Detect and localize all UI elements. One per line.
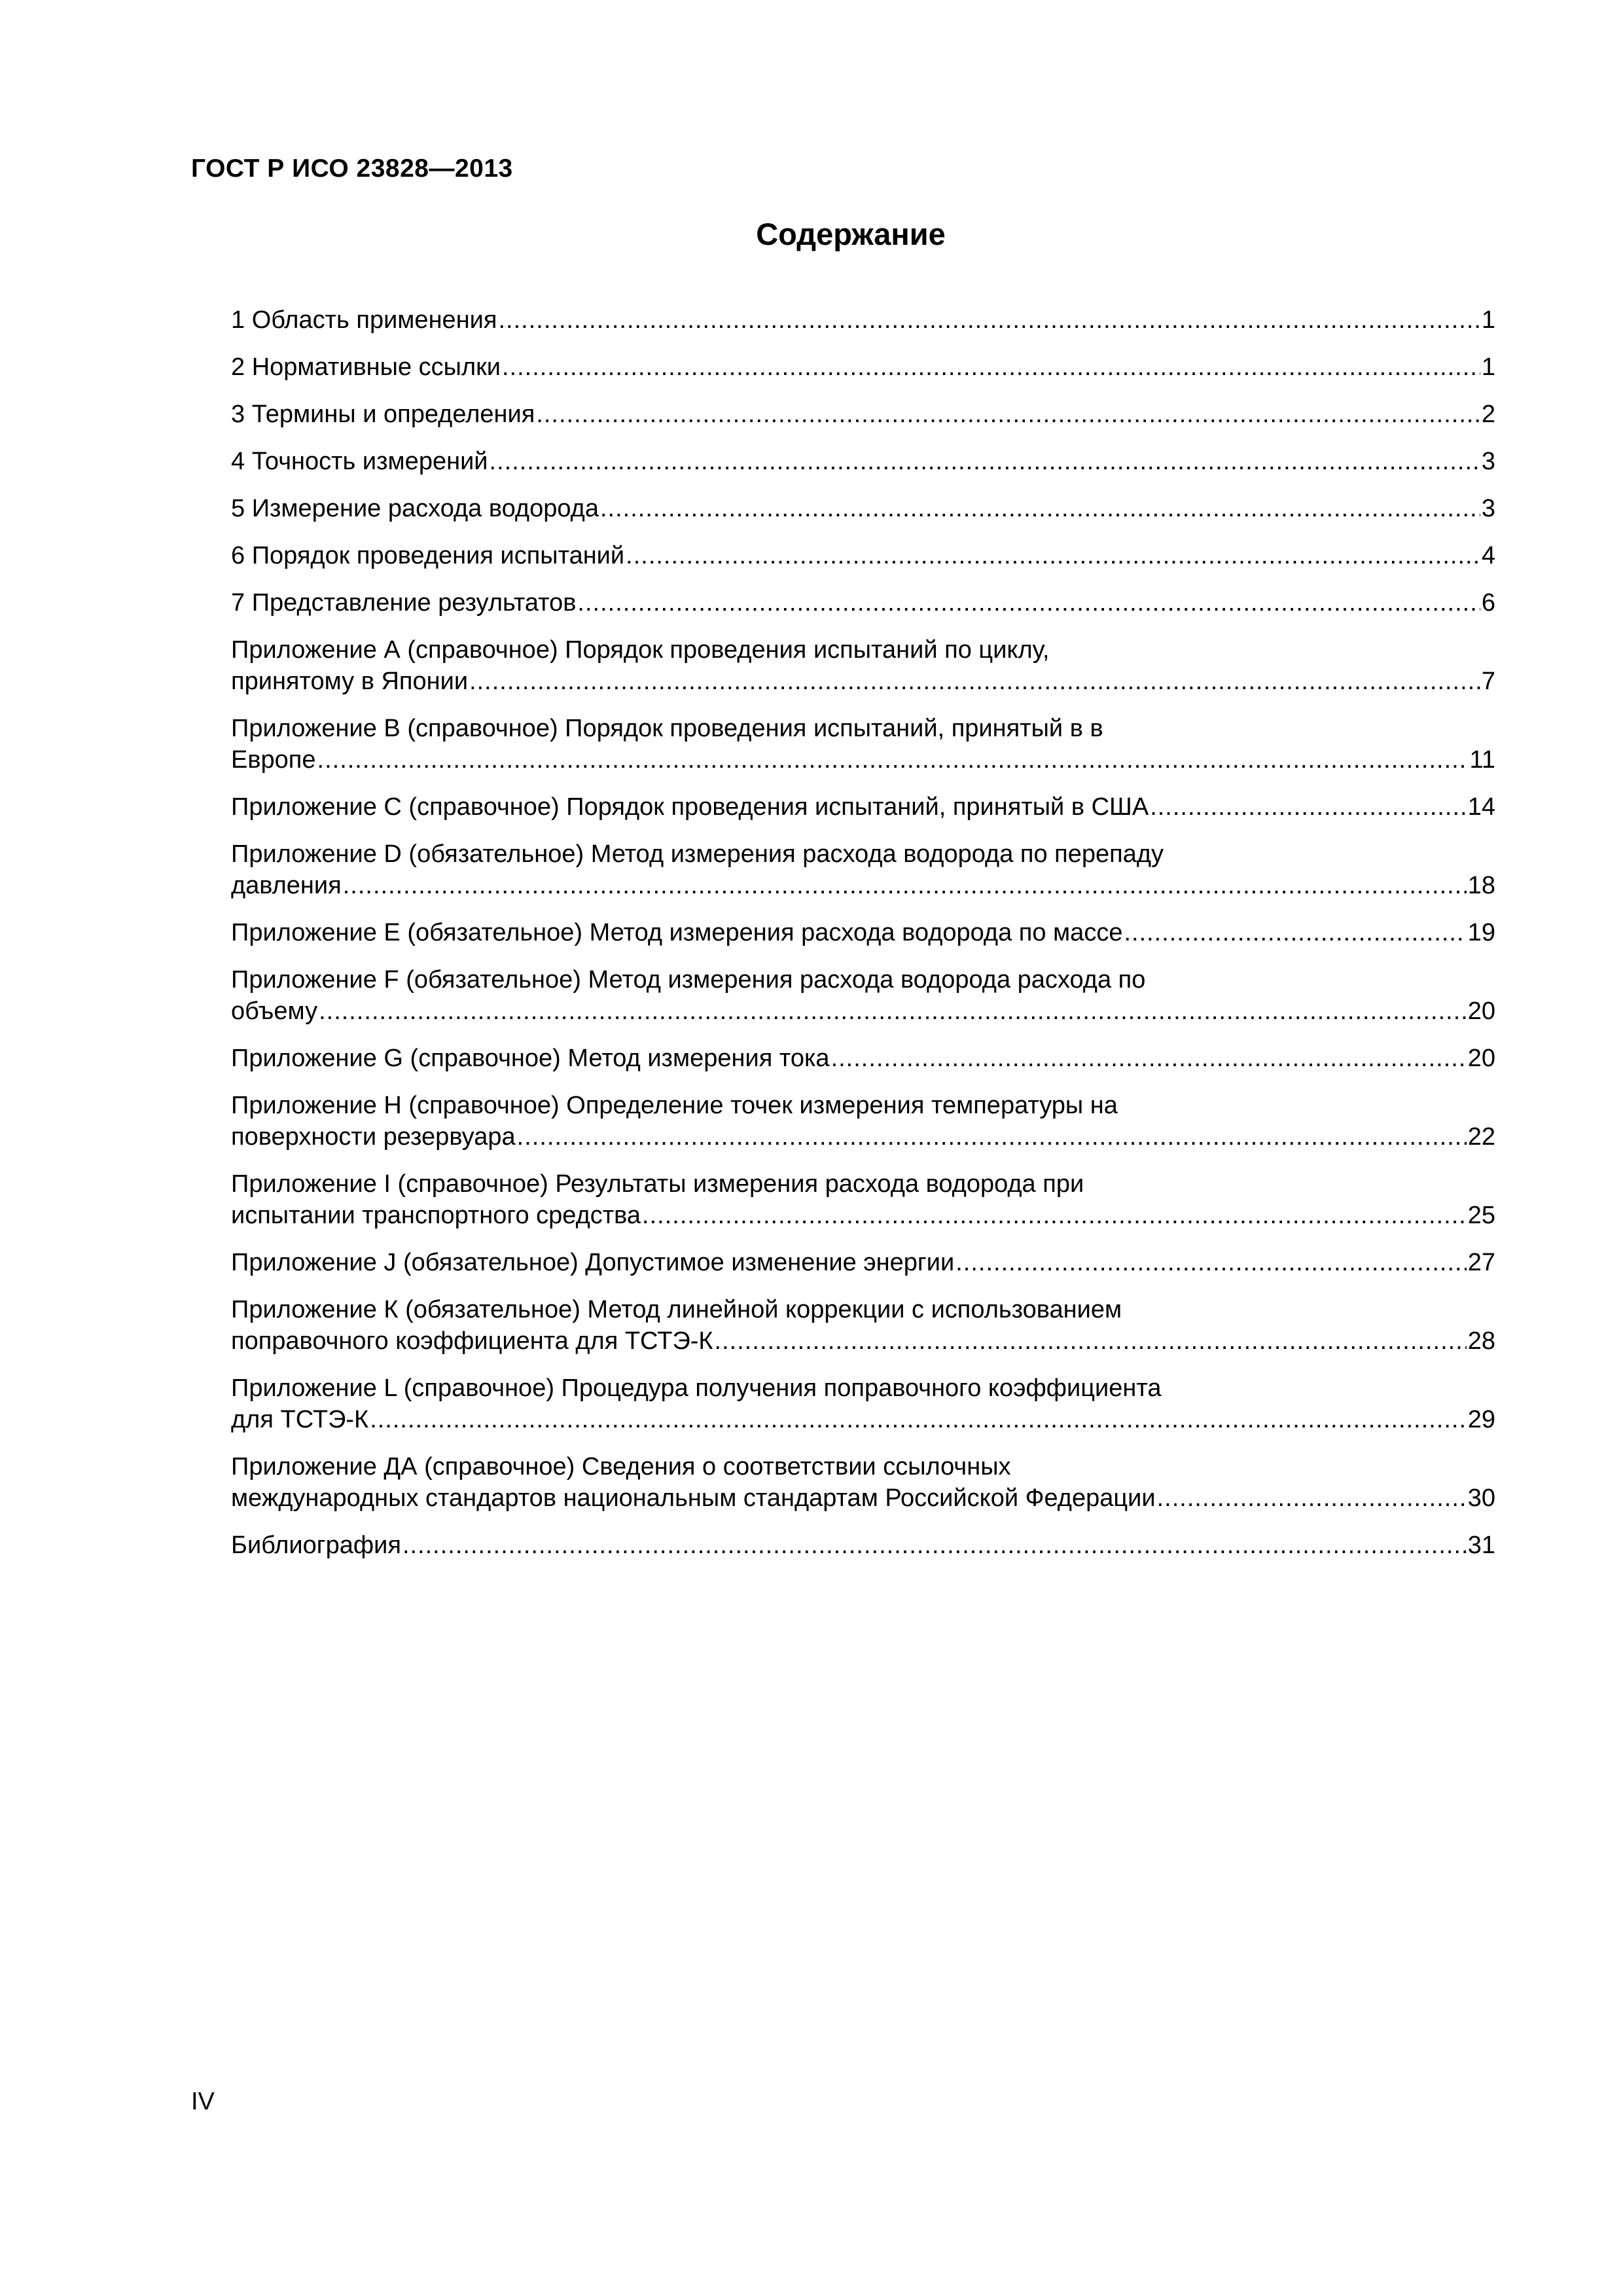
toc-entry[interactable] <box>231 1294 1495 1357</box>
dot-leader <box>642 1200 1467 1231</box>
toc-entry-text: 7 Представление результатов <box>231 589 577 617</box>
toc-entry-text: 4 Точность измерений <box>231 448 488 475</box>
dot-leader <box>502 351 1480 383</box>
toc-title: Содержание <box>756 217 946 251</box>
toc-page-number: 2 <box>1481 401 1495 428</box>
toc-entry[interactable] <box>231 1451 1495 1514</box>
toc-entry-text: Приложение F (обязательное) Метод измерения расхода водорода расхода по <box>231 966 1146 994</box>
toc-page-number: 6 <box>1481 589 1495 617</box>
toc-entry[interactable] <box>231 304 1495 336</box>
toc-page-number: 18 <box>1467 872 1495 899</box>
toc-entry-text: международных стандартов национальным стандартам Российской Федерации <box>231 1484 1156 1512</box>
dot-leader <box>577 587 1480 619</box>
dot-leader <box>317 744 1469 776</box>
toc-entry[interactable] <box>231 634 1495 697</box>
toc-entry-text: 2 Нормативные ссылки <box>231 353 501 381</box>
dot-leader <box>343 870 1467 901</box>
page-number: IV <box>191 2088 215 2115</box>
toc-entry[interactable] <box>231 1247 1495 1278</box>
table-of-contents <box>231 304 1495 1577</box>
toc-entry[interactable] <box>231 399 1495 430</box>
dot-leader <box>626 540 1480 571</box>
toc-page-number: 3 <box>1481 448 1495 475</box>
toc-page-number: 1 <box>1481 353 1495 381</box>
dot-leader <box>370 1404 1467 1435</box>
dot-leader <box>469 666 1480 697</box>
toc-page-number: 14 <box>1467 793 1495 821</box>
toc-entry[interactable] <box>231 917 1495 948</box>
toc-entry-text: Приложение I (справочное) Результаты измерения расхода водорода при <box>231 1170 1084 1198</box>
toc-entry[interactable] <box>231 713 1495 776</box>
toc-entry[interactable] <box>231 1043 1495 1074</box>
toc-entry-text: Приложение Е (обязательное) Метод измерения расхода водорода по массе <box>231 919 1123 946</box>
toc-entry-text: Приложение С (справочное) Порядок проведения испытаний, принятый в США <box>231 793 1149 821</box>
toc-entry[interactable] <box>231 1168 1495 1231</box>
toc-page-number: 3 <box>1481 495 1495 522</box>
toc-entry-text: для ТСТЭ-К <box>231 1406 369 1433</box>
toc-entry-text: Приложение G (справочное) Метод измерения тока <box>231 1045 830 1072</box>
dot-leader <box>1124 917 1466 948</box>
toc-entry-text: Приложение К (обязательное) Метод линейной коррекции с использованием <box>231 1296 1122 1323</box>
toc-page-number: 7 <box>1481 668 1495 695</box>
toc-entry-text: Библиография <box>231 1532 401 1559</box>
toc-entry[interactable] <box>231 351 1495 383</box>
toc-page-number: 28 <box>1467 1327 1495 1355</box>
toc-entry[interactable] <box>231 446 1495 477</box>
toc-entry-text: 3 Термины и определения <box>231 401 535 428</box>
toc-page-number: 25 <box>1467 1202 1495 1229</box>
dot-leader <box>600 493 1480 524</box>
toc-entry-text: Приложение ДА (справочное) Сведения о соответствии ссылочных <box>231 1453 1011 1480</box>
dot-leader <box>517 1121 1467 1153</box>
dot-leader <box>319 996 1467 1027</box>
toc-entry-text: Приложение J (обязательное) Допустимое изменение энергии <box>231 1249 955 1276</box>
dot-leader <box>715 1325 1467 1357</box>
toc-entry-text: 1 Область применения <box>231 306 497 334</box>
toc-page-number: 20 <box>1467 997 1495 1025</box>
toc-entry[interactable] <box>231 540 1495 571</box>
toc-page-number: 4 <box>1481 542 1495 569</box>
toc-entry-text: принятому в Японии <box>231 668 469 695</box>
toc-entry[interactable] <box>231 493 1495 524</box>
toc-entry-text: давления <box>231 872 342 899</box>
toc-entry[interactable] <box>231 1530 1495 1561</box>
dot-leader <box>498 304 1480 336</box>
toc-entry[interactable] <box>231 1372 1495 1435</box>
toc-page-number: 1 <box>1481 306 1495 334</box>
dot-leader <box>1157 1482 1467 1514</box>
dot-leader <box>831 1043 1467 1074</box>
toc-page-number: 22 <box>1467 1123 1495 1151</box>
toc-entry-text: Приложение А (справочное) Порядок проведения испытаний по циклу, <box>231 636 1050 664</box>
toc-entry[interactable] <box>231 964 1495 1027</box>
toc-page-number: 30 <box>1467 1484 1495 1512</box>
toc-entry[interactable] <box>231 587 1495 619</box>
toc-entry-text: объему <box>231 997 318 1025</box>
dot-leader <box>1150 791 1467 823</box>
toc-page-number: 27 <box>1467 1249 1495 1276</box>
document-header: ГОСТ Р ИСО 23828—2013 <box>191 154 513 183</box>
dot-leader <box>536 399 1480 430</box>
dot-leader <box>402 1530 1467 1561</box>
toc-entry-text: Приложение L (справочное) Процедура получения поправочного коэффициента <box>231 1374 1162 1402</box>
toc-entry[interactable] <box>231 838 1495 901</box>
toc-page-number: 19 <box>1467 919 1495 946</box>
toc-entry-text: 5 Измерение расхода водорода <box>231 495 599 522</box>
toc-entry-text: поправочного коэффициента для ТСТЭ-К <box>231 1327 713 1355</box>
toc-entry-text: испытании транспортного средства <box>231 1202 641 1229</box>
toc-entry[interactable] <box>231 1090 1495 1153</box>
dot-leader <box>490 446 1480 477</box>
toc-page-number: 31 <box>1467 1532 1495 1559</box>
toc-page-number: 11 <box>1469 746 1495 774</box>
toc-entry-text: Европе <box>231 746 316 774</box>
toc-entry[interactable] <box>231 791 1495 823</box>
toc-entry-text: Приложение Н (справочное) Определение точек измерения температуры на <box>231 1092 1118 1119</box>
toc-entry-text: Приложение D (обязательное) Метод измерения расхода водорода по перепаду <box>231 840 1164 868</box>
dot-leader <box>955 1247 1467 1278</box>
toc-entry-text: Приложение В (справочное) Порядок проведения испытаний, принятый в в <box>231 715 1103 742</box>
toc-page-number: 20 <box>1467 1045 1495 1072</box>
toc-entry-text: поверхности резервуара <box>231 1123 516 1151</box>
toc-entry-text: 6 Порядок проведения испытаний <box>231 542 625 569</box>
toc-page-number: 29 <box>1467 1406 1495 1433</box>
